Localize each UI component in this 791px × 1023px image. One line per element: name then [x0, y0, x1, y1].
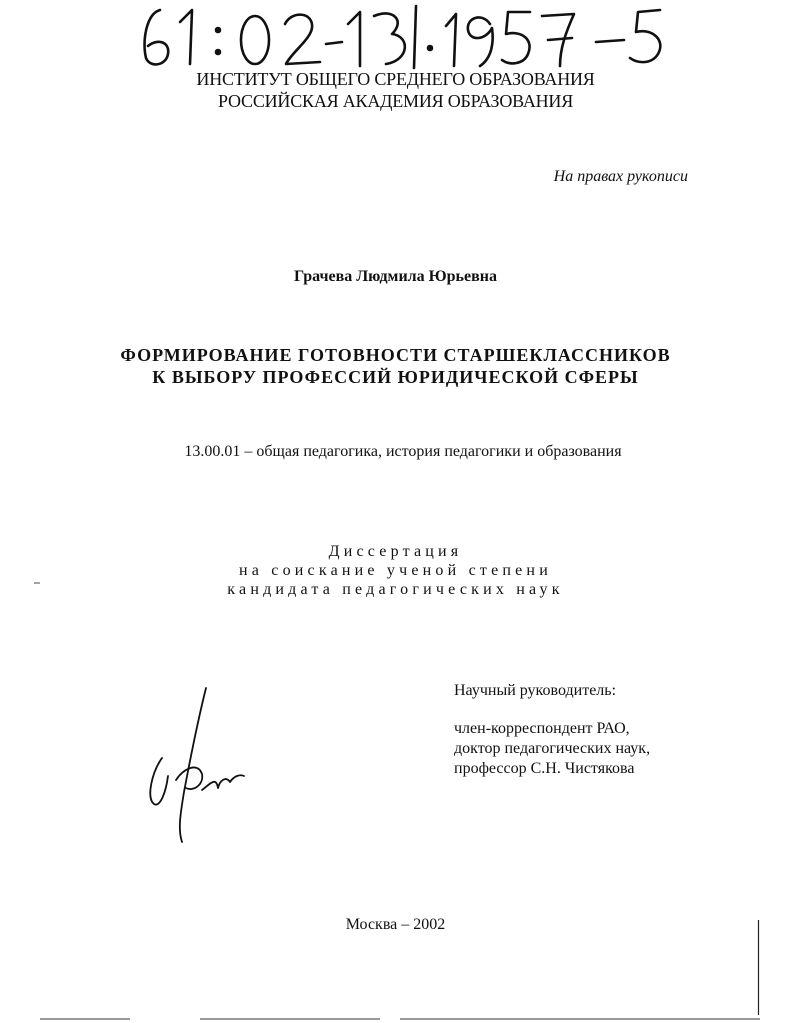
advisor-line-2: доктор педагогических наук,: [454, 740, 651, 757]
city-year: Москва – 2002: [345, 916, 446, 933]
degree-statement: [0, 542, 791, 599]
dissertation-title: [0, 344, 791, 388]
advisor-details: [454, 719, 650, 779]
degree-line-2: на соискание ученой степени: [239, 562, 552, 579]
rights-note: На правах рукописи: [553, 168, 688, 185]
degree-line-3: кандидата педагогических наук: [227, 581, 564, 598]
scientific-advisor: [454, 681, 650, 779]
specialty-code: 13.00.01 – общая педагогика, история педагогики и образования: [184, 443, 622, 460]
scan-edge-right: [757, 920, 760, 1015]
advisor-line-1: член-корреспондент РАО,: [454, 720, 630, 737]
advisor-label: Научный руководитель:: [454, 682, 617, 699]
institute-header: [0, 68, 791, 112]
title-line-1: ФОРМИРОВАНИЕ ГОТОВНОСТИ СТАРШЕКЛАССНИКОВ: [120, 345, 671, 365]
degree-line-1: Диссертация: [328, 543, 463, 560]
academy-name-line: РОССИЙСКАЯ АКАДЕМИЯ ОБРАЗОВАНИЯ: [217, 91, 574, 111]
handwritten-signature: [140, 680, 250, 845]
author-name: Грачева Людмила Юрьевна: [294, 268, 497, 285]
title-line-2: К ВЫБОРУ ПРОФЕССИЙ ЮРИДИЧЕСКОЙ СФЕРЫ: [152, 367, 639, 387]
advisor-line-3: профессор С.Н. Чистякова: [454, 760, 635, 777]
institute-name-line: ИНСТИТУТ ОБЩЕГО СРЕДНЕГО ОБРАЗОВАНИЯ: [196, 69, 595, 89]
scan-edge-bottom: [40, 1017, 760, 1021]
handwritten-catalog-number: [130, 2, 690, 72]
scan-speck: [34, 582, 40, 584]
